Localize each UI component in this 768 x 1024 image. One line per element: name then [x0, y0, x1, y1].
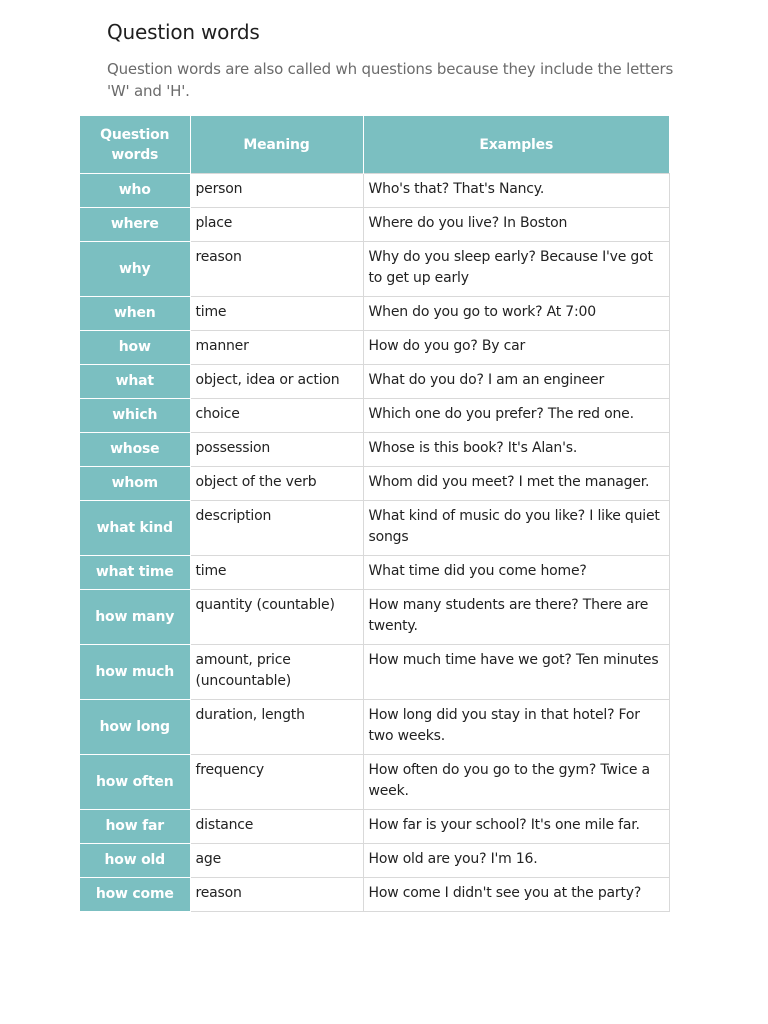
intro-text: Question words are also called wh questions because they include the letters 'W' and 'H'. [107, 60, 674, 100]
question-word-cell: how [80, 331, 190, 365]
table-row [80, 467, 669, 501]
meaning-cell: place [190, 208, 363, 242]
meaning-cell: possession [190, 433, 363, 467]
table-row [80, 174, 669, 208]
meaning-cell: duration, length [190, 700, 363, 755]
table-row [80, 297, 669, 331]
table-row [80, 501, 669, 556]
table-row [80, 590, 669, 645]
question-word-cell: when [80, 297, 190, 331]
example-cell: How come I didn't see you at the party? [363, 878, 669, 912]
example-cell: Which one do you prefer? The red one. [363, 399, 669, 433]
meaning-cell: quantity (countable) [190, 590, 363, 645]
question-word-cell: what kind [80, 501, 190, 556]
example-cell: Whose is this book? It's Alan's. [363, 433, 669, 467]
meaning-cell: amount, price (uncountable) [190, 645, 363, 700]
question-word-cell: whom [80, 467, 190, 501]
column-header-meaning: Meaning [190, 116, 363, 174]
example-cell: What time did you come home? [363, 556, 669, 590]
table-row [80, 399, 669, 433]
meaning-cell: age [190, 844, 363, 878]
table-row [80, 365, 669, 399]
meaning-cell: distance [190, 810, 363, 844]
question-word-cell: how far [80, 810, 190, 844]
question-word-cell: why [80, 242, 190, 297]
example-cell: Who's that? That's Nancy. [363, 174, 669, 208]
example-cell: How long did you stay in that hotel? For two weeks. [363, 700, 669, 755]
table-row [80, 433, 669, 467]
page-title: Question words [107, 20, 260, 44]
question-word-cell: who [80, 174, 190, 208]
example-cell: How often do you go to the gym? Twice a week. [363, 755, 669, 810]
example-cell: Why do you sleep early? Because I've got to get up early [363, 242, 669, 297]
example-cell: How far is your school? It's one mile far. [363, 810, 669, 844]
table-row [80, 810, 669, 844]
question-word-cell: how many [80, 590, 190, 645]
column-header-examples: Examples [363, 116, 669, 174]
question-word-cell: where [80, 208, 190, 242]
table-header [80, 116, 669, 174]
question-words-table [80, 116, 670, 912]
question-word-cell: what [80, 365, 190, 399]
example-cell: How much time have we got? Ten minutes [363, 645, 669, 700]
example-cell: How do you go? By car [363, 331, 669, 365]
example-cell: Whom did you meet? I met the manager. [363, 467, 669, 501]
question-word-cell: how come [80, 878, 190, 912]
meaning-cell: reason [190, 242, 363, 297]
question-word-cell: how much [80, 645, 190, 700]
table-row [80, 844, 669, 878]
table-row [80, 700, 669, 755]
example-cell: How old are you? I'm 16. [363, 844, 669, 878]
meaning-cell: choice [190, 399, 363, 433]
example-cell: What do you do? I am an engineer [363, 365, 669, 399]
example-cell: What kind of music do you like? I like quiet songs [363, 501, 669, 556]
question-word-cell: how often [80, 755, 190, 810]
meaning-cell: description [190, 501, 363, 556]
table-row [80, 242, 669, 297]
table-row [80, 331, 669, 365]
meaning-cell: reason [190, 878, 363, 912]
example-cell: When do you go to work? At 7:00 [363, 297, 669, 331]
table-body [80, 174, 669, 912]
header-row [80, 116, 669, 174]
question-word-cell: whose [80, 433, 190, 467]
table-row [80, 755, 669, 810]
meaning-cell: time [190, 556, 363, 590]
meaning-cell: frequency [190, 755, 363, 810]
column-header-question-words: Question words [80, 116, 190, 174]
meaning-cell: object of the verb [190, 467, 363, 501]
meaning-cell: time [190, 297, 363, 331]
example-cell: How many students are there? There are twenty. [363, 590, 669, 645]
table-row [80, 878, 669, 912]
question-word-cell: what time [80, 556, 190, 590]
meaning-cell: manner [190, 331, 363, 365]
question-word-cell: how long [80, 700, 190, 755]
meaning-cell: person [190, 174, 363, 208]
meaning-cell: object, idea or action [190, 365, 363, 399]
table-row [80, 556, 669, 590]
example-cell: Where do you live? In Boston [363, 208, 669, 242]
question-word-cell: how old [80, 844, 190, 878]
table-row [80, 208, 669, 242]
question-word-cell: which [80, 399, 190, 433]
table-row [80, 645, 669, 700]
